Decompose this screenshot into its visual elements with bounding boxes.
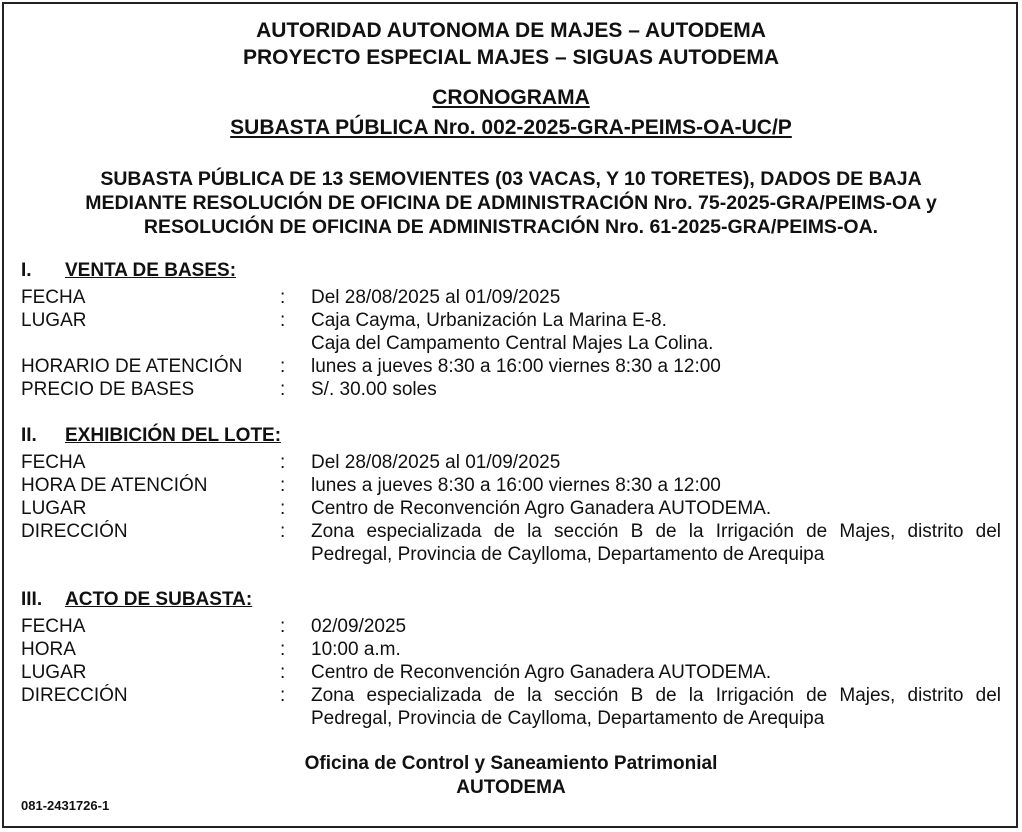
row-label: FECHA (21, 616, 86, 637)
row-value: 02/09/2025 (311, 616, 407, 637)
subasta-wrap (0, 114, 1022, 141)
section-2-number: II. (21, 425, 37, 446)
row-value: Caja Cayma, Urbanización La Marina E-8. (311, 310, 667, 331)
row-label: HORA DE ATENCIÓN (21, 475, 208, 496)
row-label: HORA (21, 639, 76, 660)
section-2-heading (21, 425, 281, 447)
header-authority: AUTORIDAD AUTONOMA DE MAJES – AUTODEMA (256, 19, 766, 42)
row-value: Centro de Reconvención Agro Ganadera AUTODEMA. (311, 498, 772, 519)
row-value: Del 28/08/2025 al 01/09/2025 (311, 287, 561, 308)
row-value: Del 28/08/2025 al 01/09/2025 (311, 452, 561, 473)
section-3-number: III. (21, 589, 43, 610)
row-value: Zona especializada de la sección B de la Irrigación de Majes, distrito del Pedregal, Provincia de Caylloma, Departamento de Arequipa (311, 685, 1001, 729)
row-colon: : (280, 521, 286, 542)
section-3-heading (21, 589, 252, 611)
subasta-code: SUBASTA PÚBLICA Nro. 002-2025-GRA-PEIMS-OA-UC/P (230, 116, 792, 139)
cronograma-wrap (0, 84, 1022, 111)
section-1-number: I. (21, 260, 32, 281)
description-line-1: SUBASTA PÚBLICA DE 13 SEMOVIENTES (03 VACAS, Y 10 TORETES), DADOS DE BAJA (100, 168, 922, 190)
row-value-continued: Caja del Campamento Central Majes La Colina. (311, 333, 714, 354)
row-value: lunes a jueves 8:30 a 16:00 viernes 8:30 a 12:00 (311, 356, 721, 377)
ad-code: 081-2431726-1 (21, 798, 110, 813)
row-label: HORARIO DE ATENCIÓN (21, 356, 243, 377)
row-colon: : (280, 685, 286, 706)
cronograma-title: CRONOGRAMA (432, 86, 590, 109)
row-label: DIRECCIÓN (21, 521, 128, 542)
row-value: Zona especializada de la sección B de la Irrigación de Majes, distrito del Pedregal, Provincia de Caylloma, Departamento de Arequipa (311, 521, 1001, 565)
row-label: FECHA (21, 452, 86, 473)
row-colon: : (280, 475, 286, 496)
footer-org: AUTODEMA (456, 777, 566, 798)
header-project: PROYECTO ESPECIAL MAJES – SIGUAS AUTODEMA (243, 46, 779, 69)
row-colon: : (280, 498, 286, 519)
row-colon: : (280, 616, 286, 637)
row-label: LUGAR (21, 310, 87, 331)
row-value: S/. 30.00 soles (311, 379, 437, 400)
description-line-3: RESOLUCIÓN DE OFICINA DE ADMINISTRACIÓN Nro. 61-2025-GRA/PEIMS-OA. (143, 216, 879, 238)
section-1-heading (21, 260, 236, 282)
row-label: PRECIO DE BASES (21, 379, 195, 400)
row-colon: : (280, 379, 286, 400)
section-1-title: VENTA DE BASES: (65, 260, 237, 281)
row-colon: : (280, 452, 286, 473)
row-value: Centro de Reconvención Agro Ganadera AUTODEMA. (311, 662, 772, 683)
row-label: DIRECCIÓN (21, 685, 128, 706)
row-label: LUGAR (21, 662, 87, 683)
row-colon: : (280, 639, 286, 660)
row-colon: : (280, 662, 286, 683)
footer-office: Oficina de Control y Saneamiento Patrimonial (304, 753, 718, 774)
row-colon: : (280, 310, 286, 331)
row-label: FECHA (21, 287, 86, 308)
section-3-title: ACTO DE SUBASTA: (65, 589, 253, 610)
row-colon: : (280, 287, 286, 308)
description-line-2: MEDIANTE RESOLUCIÓN DE OFICINA DE ADMINISTRACIÓN Nro. 75-2025-GRA/PEIMS-OA y (85, 192, 937, 214)
row-value: lunes a jueves 8:30 a 16:00 viernes 8:30 a 12:00 (311, 475, 721, 496)
row-label: LUGAR (21, 498, 87, 519)
section-2-title: EXHIBICIÓN DEL LOTE: (65, 425, 282, 446)
row-colon: : (280, 356, 286, 377)
row-value: 10:00 a.m. (311, 639, 401, 660)
